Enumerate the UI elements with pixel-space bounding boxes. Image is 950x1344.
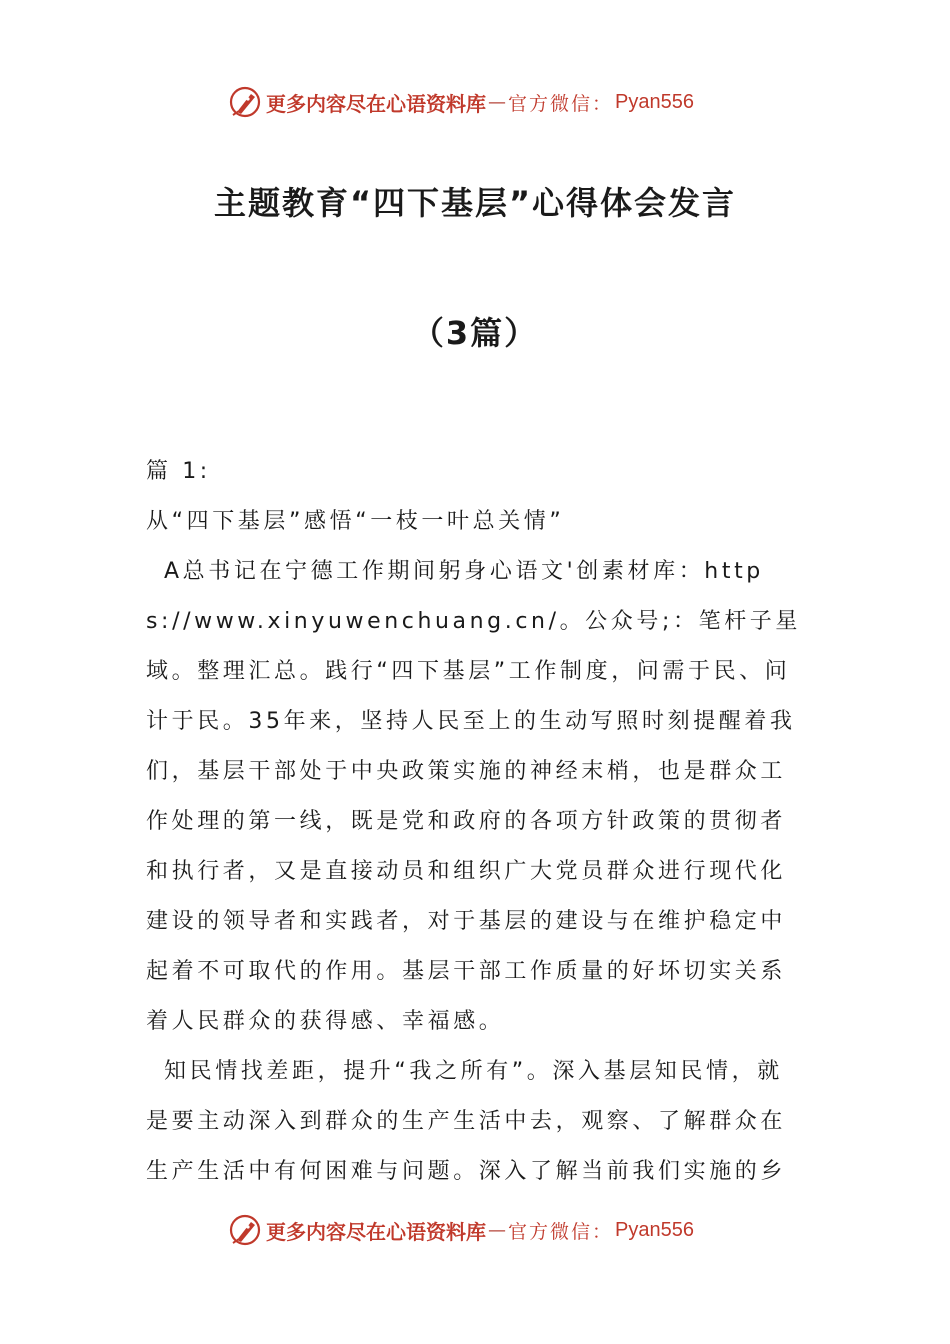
footer-watermark-banner (228, 1210, 694, 1250)
pen-nib-logo-icon (228, 85, 262, 119)
banner-wechat-label: 官方微信： (508, 92, 614, 115)
banner-brand-text: 更多内容尽在心语资料库 (266, 91, 486, 116)
document-body (146, 447, 806, 1197)
banner-separator: — (488, 91, 506, 113)
banner-separator: — (488, 1219, 506, 1241)
section-heading: 从“四下基层”感悟“一枝一叶总关情” (146, 509, 565, 534)
banner-wechat-id: Pyan556 (615, 1218, 694, 1241)
header-watermark-banner (228, 82, 694, 122)
section-label: 篇 1: (146, 459, 211, 484)
document-subtitle: （3篇） (411, 314, 539, 352)
body-paragraph: 知民情找差距，提升“我之所有”。深入基层知民情，就是要主动深入到群众的生产生活中去，观察、了解群众在生产生活中有何困难与问题。深入了解当前我们实施的乡 (146, 1059, 787, 1184)
pen-nib-logo-icon (228, 1213, 262, 1247)
body-paragraph: A总书记在宁德工作期间躬身心语文'创素材库：https://www.xinyuwenchuang.cn/。公众号;：笔杆子星域。整理汇总。践行“四下基层”工作制度，问需于民、问计于民。35年来，坚持人民至上的生动写照时刻提醒着我们，基层干部处于中央政策实施的神经末梢，也是群众工作处理的第一线，既是党和政府的各项方针政策的贯彻者和执行者，又是直接动员和组织广大党员群众进行现代化建设的领导者和实践者，对于基层的建设与在维护稳定中起着不可取代的作用。基层干部工作质量的好坏切实关系着人民群众的获得感、幸福感。 (146, 559, 801, 1034)
banner-wechat-label: 官方微信： (508, 1220, 614, 1243)
document-title: 主题教育“四下基层”心得体会发言 (213, 184, 737, 222)
banner-wechat-id: Pyan556 (615, 90, 694, 113)
banner-brand-text: 更多内容尽在心语资料库 (266, 1219, 486, 1244)
